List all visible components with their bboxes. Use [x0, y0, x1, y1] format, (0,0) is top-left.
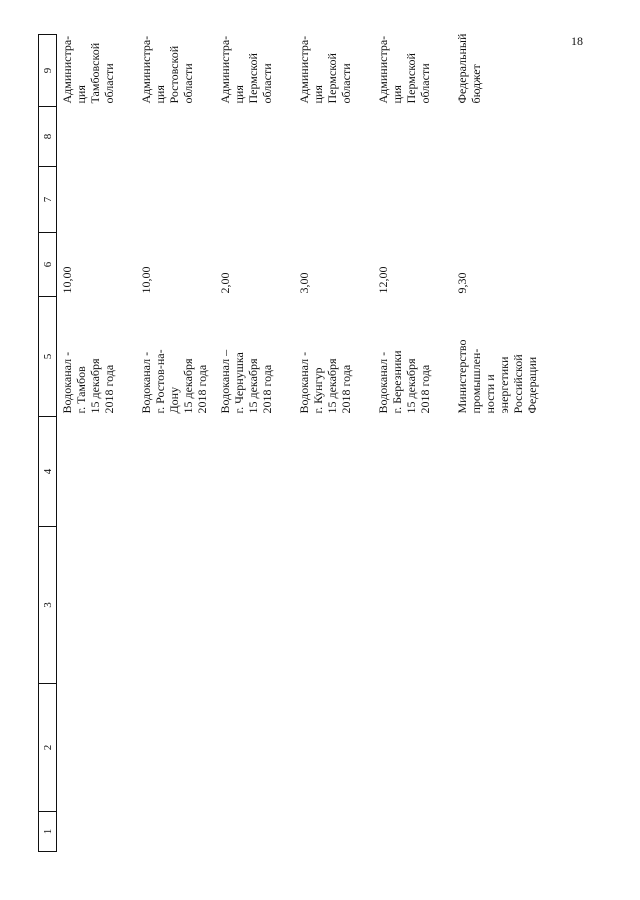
column-header: 3 — [39, 527, 57, 684]
column-header: 7 — [39, 167, 57, 233]
column-header: 8 — [39, 107, 57, 167]
table-row — [452, 35, 565, 852]
facility-cell: Водоканал - г. Тамбов 15 декабря 2018 года — [60, 351, 116, 414]
facility-cell: Водоканал – г. Чернушка 15 декабря 2018 года — [218, 349, 274, 414]
column-header: 6 — [39, 233, 57, 297]
table-row — [57, 35, 137, 852]
responsible-cell: Администра- ция Ростовской области — [139, 35, 195, 104]
facility-cell: Водоканал - г. Кунгур 15 декабря 2018 года — [297, 351, 353, 414]
column-number-row — [39, 35, 57, 852]
table-row — [373, 35, 452, 852]
amount-cell: 2,00 — [218, 272, 232, 294]
facility-cell: Водоканал - г. Ростов-на- Дону 15 декабря 2018 года — [139, 349, 209, 414]
column-header: 1 — [39, 812, 57, 852]
responsible-cell: Администра- ция Пермской области — [297, 35, 353, 104]
responsible-cell: Администра- ция Тамбовской области — [60, 35, 116, 104]
amount-cell: 10,00 — [60, 266, 74, 294]
table-row — [136, 35, 215, 852]
responsible-cell: Федеральный бюджет — [455, 33, 483, 104]
amount-cell: 9,30 — [455, 272, 469, 294]
amount-cell: 3,00 — [297, 272, 311, 294]
facility-cell: Водоканал - г. Березники 15 декабря 2018 года — [376, 350, 432, 414]
facility-cell: Министерство промышлен- ности и энергетики Российской Федерации — [455, 339, 539, 414]
amount-cell: 12,00 — [376, 266, 390, 294]
column-header: 4 — [39, 417, 57, 527]
responsible-cell: Администра- ция Пермской области — [376, 35, 432, 104]
amount-cell: 10,00 — [139, 266, 153, 294]
table-row — [294, 35, 373, 852]
table-row — [215, 35, 294, 852]
rotated-table-page — [38, 35, 583, 852]
page-number: 18 — [571, 34, 583, 48]
column-header: 9 — [39, 35, 57, 107]
column-header: 5 — [39, 297, 57, 417]
column-header: 2 — [39, 684, 57, 812]
responsible-cell: Администра- ция Пермской области — [218, 35, 274, 104]
data-table — [38, 34, 565, 852]
